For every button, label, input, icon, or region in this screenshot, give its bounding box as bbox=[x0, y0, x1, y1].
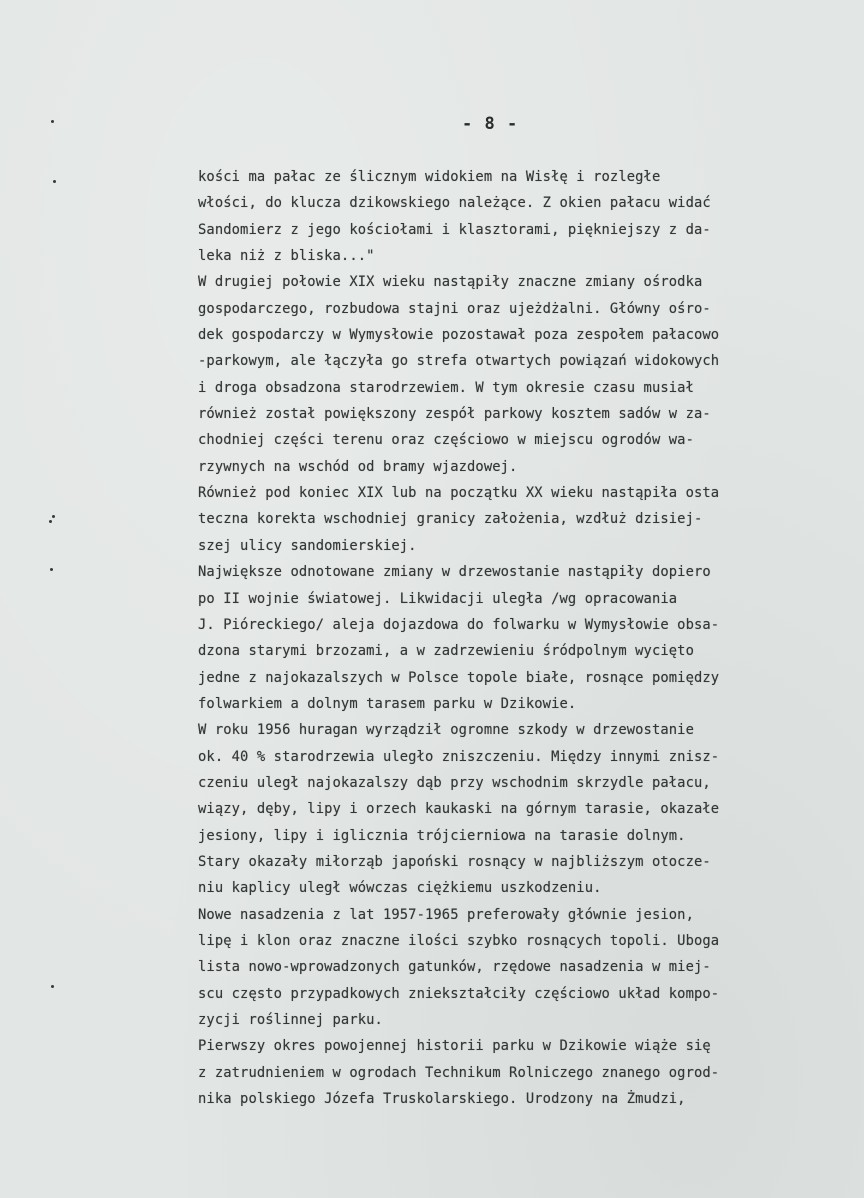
text-line: niu kaplicy uległ wówczas ciężkiemu uszkodzeniu. bbox=[198, 880, 602, 897]
text-line: chodniej części terenu oraz częściowo w miejscu ogrodów wa- bbox=[198, 432, 694, 449]
text-line: lista nowo-wprowadzonych gatunków, rzędowe nasadzenia w miej- bbox=[198, 959, 711, 976]
text-line: Stary okazały miłorząb japoński rosnący w najbliższym otocze- bbox=[198, 853, 711, 870]
text-line: rzywnych na wschód od bramy wjazdowej. bbox=[198, 458, 518, 475]
punch-mark bbox=[53, 180, 56, 183]
text-line: wiązy, dęby, lipy i orzech kaukaski na górnym tarasie, okazałe bbox=[198, 801, 720, 818]
text-line: lipę i klon oraz znaczne ilości szybko rosnących topoli. Uboga bbox=[198, 932, 720, 949]
text-line: leka niż z bliska..." bbox=[198, 248, 375, 265]
punch-mark bbox=[51, 120, 54, 123]
page-number: - 8 - bbox=[462, 114, 519, 134]
text-line: teczna korekta wschodniej granicy założenia, wzdłuż dzisiej- bbox=[198, 511, 703, 528]
text-line: dek gospodarczy w Wymysłowie pozostawał poza zespołem pałacowo bbox=[198, 327, 720, 344]
text-line: z zatrudnieniem w ogrodach Technikum Rolniczego znanego ogrod- bbox=[198, 1064, 720, 1081]
text-line: Pierwszy okres powojennej historii parku w Dzikowie wiąże się bbox=[198, 1038, 711, 1055]
text-line: nika polskiego Józefa Truskolarskiego. Urodzony na Żmudzi, bbox=[198, 1091, 686, 1108]
punch-mark bbox=[49, 520, 52, 523]
body-text bbox=[198, 164, 864, 1112]
text-line: Również pod koniec XIX lub na początku XX wieku nastąpiła osta bbox=[198, 485, 720, 502]
text-line: W drugiej połowie XIX wieku nastąpiły znaczne zmiany ośrodka bbox=[198, 274, 703, 291]
text-line: włości, do klucza dzikowskiego należące. Z okien pałacu widać bbox=[198, 195, 711, 212]
text-line: -parkowym, ale łączyła go strefa otwartych powiązań widokowych bbox=[198, 353, 720, 370]
text-line: jesiony, lipy i iglicznia trójcierniowa na tarasie dolnym. bbox=[198, 827, 686, 844]
text-line: szej ulicy sandomierskiej. bbox=[198, 537, 417, 554]
punch-mark bbox=[52, 515, 55, 518]
text-line: również został powiększony zespół parkowy kosztem sadów w za- bbox=[198, 406, 711, 423]
text-line: Nowe nasadzenia z lat 1957-1965 preferowały głównie jesion, bbox=[198, 906, 694, 923]
punch-mark bbox=[51, 985, 54, 988]
text-line: Największe odnotowane zmiany w drzewostanie nastąpiły dopiero bbox=[198, 564, 711, 581]
text-line: i droga obsadzona starodrzewiem. W tym okresie czasu musiał bbox=[198, 379, 694, 396]
text-line: czeniu uległ najokazalszy dąb przy wschodnim skrzydle pałacu, bbox=[198, 774, 711, 791]
text-line: Sandomierz z jego kościołami i klasztorami, piękniejszy z da- bbox=[198, 221, 711, 238]
text-line: zycji roślinnej parku. bbox=[198, 1012, 383, 1028]
text-line: J. Pióreckiego/ aleja dojazdowa do folwarku w Wymysłowie obsa- bbox=[198, 616, 720, 633]
text-line: kości ma pałac ze ślicznym widokiem na Wisłę i rozległe bbox=[198, 169, 661, 185]
text-line: dzona starymi brzozami, a w zadrzewieniu śródpolnym wycięto bbox=[198, 643, 694, 660]
text-line: jedne z najokazalszych w Polsce topole białe, rosnące pomiędzy bbox=[198, 669, 720, 686]
text-line: gospodarczego, rozbudowa stajni oraz ujeżdżalni. Główny ośro- bbox=[198, 300, 711, 317]
text-line: scu często przypadkowych zniekształciły częściowo układ kompo- bbox=[198, 985, 720, 1002]
text-line: folwarkiem a dolnym tarasem parku w Dzikowie. bbox=[198, 695, 577, 712]
text-line: po II wojnie światowej. Likwidacji uległa /wg opracowania bbox=[198, 590, 678, 607]
text-line: W roku 1956 huragan wyrządził ogromne szkody w drzewostanie bbox=[198, 722, 694, 739]
text-line: ok. 40 % starodrzewia uległo zniszczeniu. Między innymi znisz- bbox=[198, 748, 720, 765]
punch-mark bbox=[50, 568, 53, 571]
